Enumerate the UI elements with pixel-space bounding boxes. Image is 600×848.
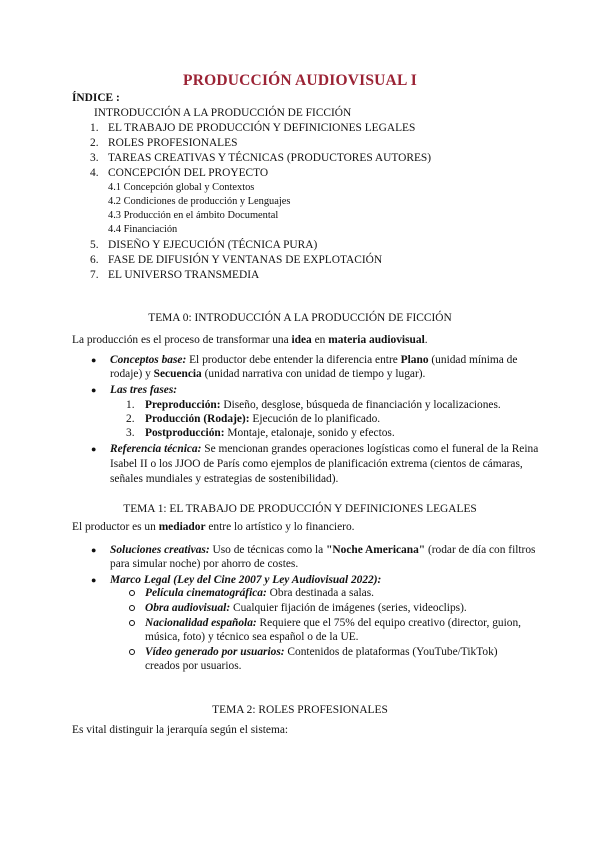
index-num: 2. xyxy=(90,137,99,149)
index-subitem: 4.2 Condiciones de producción y Lenguajes xyxy=(108,196,291,207)
phase-num: 3. xyxy=(126,427,135,439)
index-item: FASE DE DIFUSIÓN Y VENTANAS DE EXPLOTACIÓN xyxy=(108,254,383,266)
circle-bullet-icon xyxy=(129,620,135,626)
index-item: EL UNIVERSO TRANSMEDIA xyxy=(108,269,260,281)
index-num: 7. xyxy=(90,269,99,281)
index-subitem: 4.4 Financiación xyxy=(108,224,178,235)
phase-num: 2. xyxy=(126,413,135,425)
bullet-icon: ● xyxy=(91,545,97,555)
legal-sub-item-cont: creados por usuarios. xyxy=(145,660,242,672)
index-num: 1. xyxy=(90,122,99,134)
index-num: 5. xyxy=(90,239,99,251)
circle-bullet-icon xyxy=(129,649,135,655)
tema0-bullet-conceptos-cont: rodaje) y Secuencia (unidad narrativa con unidad de tiempo y lugar). xyxy=(110,368,426,380)
document-title: PRODUCCIÓN AUDIOVISUAL I xyxy=(183,72,417,89)
legal-sub-item: Nacionalidad española: Requiere que el 75% del equipo creativo (director, guion, xyxy=(145,617,521,629)
tema0-heading: TEMA 0: INTRODUCCIÓN A LA PRODUCCIÓN DE FICCIÓN xyxy=(148,312,452,324)
tema1-intro: El productor es un mediador entre lo artístico y lo financiero. xyxy=(72,521,355,533)
index-item: ROLES PROFESIONALES xyxy=(108,137,238,149)
tema0-bullet-referencia-cont: señales mundiales y estrategias de sostenibilidad). xyxy=(110,473,339,485)
tema0-bullet-referencia: Referencia técnica: Se mencionan grandes operaciones logísticas como el funeral de la Reina xyxy=(110,443,539,455)
legal-sub-item-cont: música, foto) y técnico sea español o de la UE. xyxy=(145,631,359,643)
index-item: DISEÑO Y EJECUCIÓN (TÉCNICA PURA) xyxy=(108,239,318,251)
bullet-icon: ● xyxy=(91,444,97,454)
tema0-bullet-fases: Las tres fases: xyxy=(110,384,178,396)
bullet-icon: ● xyxy=(91,355,97,365)
tema0-bullet-conceptos: Conceptos base: El productor debe entender la diferencia entre Plano (unidad mínima de xyxy=(110,354,518,366)
legal-sub-item: Vídeo generado por usuarios: Contenidos de plataformas (YouTube/TikTok) xyxy=(145,646,498,658)
index-item: TAREAS CREATIVAS Y TÉCNICAS (PRODUCTORES AUTORES) xyxy=(108,152,432,164)
index-subitem: 4.1 Concepción global y Contextos xyxy=(108,182,255,193)
tema1-heading: TEMA 1: EL TRABAJO DE PRODUCCIÓN Y DEFINICIONES LEGALES xyxy=(123,503,477,515)
index-num: 6. xyxy=(90,254,99,266)
phase-item: Preproducción: Diseño, desglose, búsqueda de financiación y localizaciones. xyxy=(145,399,501,411)
phase-item: Producción (Rodaje): Ejecución de lo planificado. xyxy=(145,413,381,425)
bullet-icon: ● xyxy=(91,385,97,395)
phase-item: Postproducción: Montaje, etalonaje, sonido y efectos. xyxy=(145,427,395,439)
index-label: ÍNDICE : xyxy=(72,92,120,104)
index-num: 4. xyxy=(90,167,99,179)
tema2-heading: TEMA 2: ROLES PROFESIONALES xyxy=(212,704,388,716)
tema0-intro: La producción es el proceso de transformar una idea en materia audiovisual. xyxy=(72,334,428,346)
tema2-intro: Es vital distinguir la jerarquía según el sistema: xyxy=(72,724,289,736)
legal-sub-item: Obra audiovisual: Cualquier fijación de imágenes (series, videoclips). xyxy=(145,602,467,614)
phase-num: 1. xyxy=(126,399,135,411)
tema1-bullet-marco-legal: Marco Legal (Ley del Cine 2007 y Ley Audiovisual 2022): xyxy=(110,574,382,586)
index-subitem: 4.3 Producción en el ámbito Documental xyxy=(108,210,279,221)
index-item: CONCEPCIÓN DEL PROYECTO xyxy=(108,167,269,179)
legal-sub-item: Película cinematográfica: Obra destinada a salas. xyxy=(145,587,375,599)
tema1-bullet-soluciones: Soluciones creativas: Uso de técnicas como la "Noche Americana" (rodar de día con filtros xyxy=(110,544,536,556)
index-item: EL TRABAJO DE PRODUCCIÓN Y DEFINICIONES LEGALES xyxy=(108,122,416,134)
tema1-bullet-soluciones-cont: para simular noche) por ahorro de costes. xyxy=(110,558,299,570)
index-num: 3. xyxy=(90,152,99,164)
tema0-bullet-referencia-cont: Isabel II o los JJOO de París como ejemplos de planificación extrema (cientos de cámaras, xyxy=(110,458,523,470)
circle-bullet-icon xyxy=(129,590,135,596)
circle-bullet-icon xyxy=(129,605,135,611)
bullet-icon: ● xyxy=(91,575,97,585)
index-intro: INTRODUCCIÓN A LA PRODUCCIÓN DE FICCIÓN xyxy=(94,107,352,119)
